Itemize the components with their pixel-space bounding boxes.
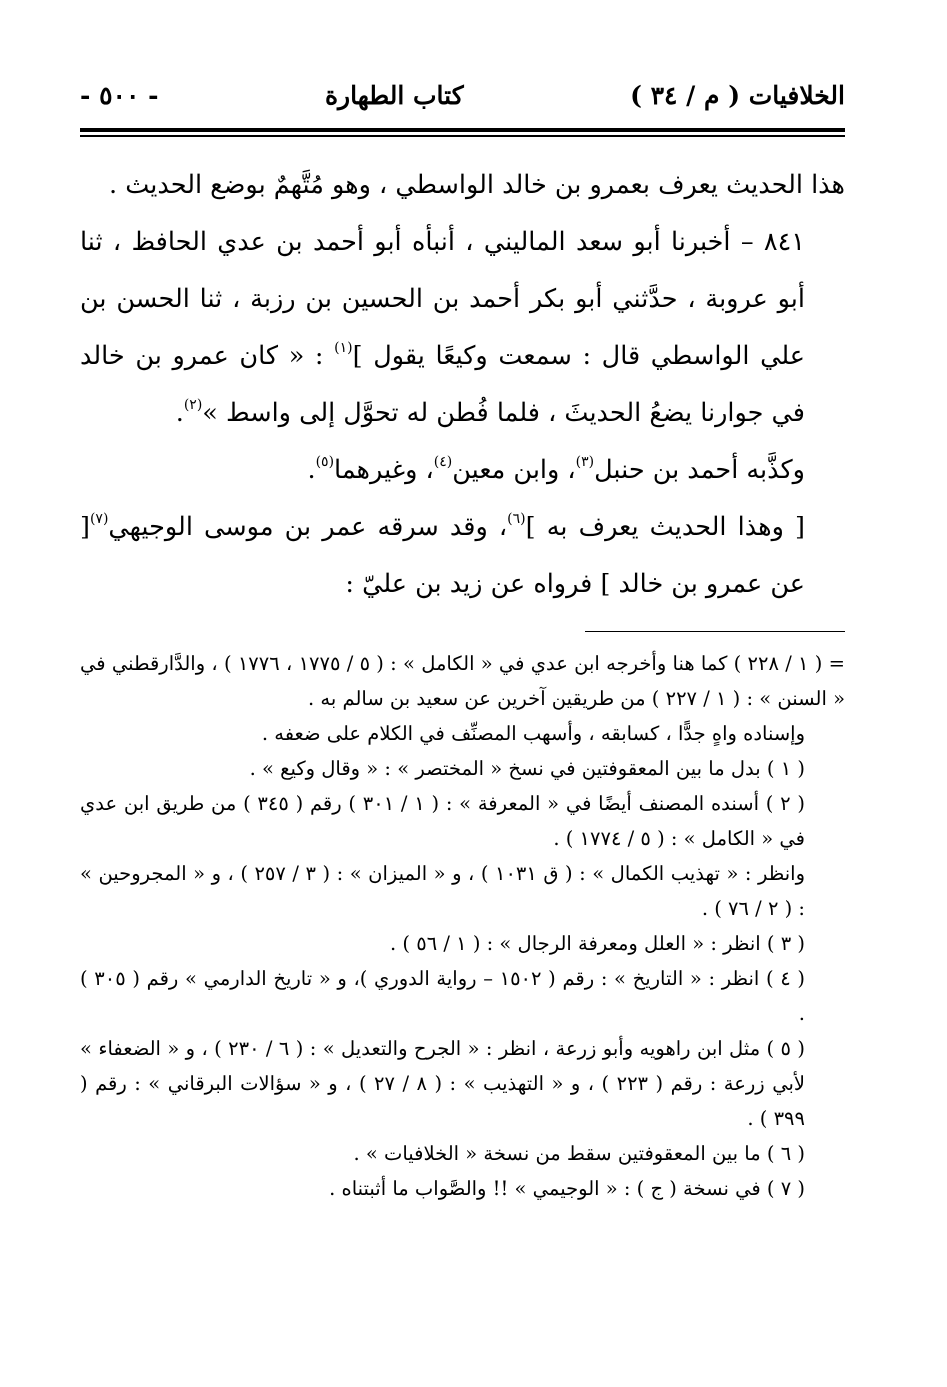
text-run: هذا الحديث يعرف بعمرو بن خالد الواسطي ، وهو مُتَّهمٌ بوضع الحديث . [109, 169, 845, 200]
footnotes [80, 646, 845, 1206]
footnote: ( ٢ ) أسنده المصنف أيضًا في « المعرفة » : ( ١ / ٣٠١ ) رقم ( ٣٤٥ ) من طريق ابن عدي في « الكامل » : ( ٥ / ١٧٧٤ ) . [80, 792, 805, 850]
footnote: ( ٣ ) انظر : « العلل ومعرفة الرجال » : ( ١ / ٥٦ ) . [390, 932, 805, 955]
paragraph [80, 442, 845, 499]
footnote: ( ٧ ) في نسخة ( ج ) : « الوجيمي » !! والصَّواب ما أثبتناه . [329, 1177, 805, 1200]
text-run: ، وغيرهما [334, 454, 434, 485]
main-text [80, 157, 845, 613]
paragraph [80, 157, 845, 214]
paragraph [80, 499, 845, 613]
footnote: وإسناده واهٍ جدًّا ، كسابقه ، وأسهب المصنِّف في الكلام على ضعفه . [261, 722, 805, 745]
footnote-marker: (٣) [575, 453, 595, 470]
footnote-marker: (٢) [183, 396, 203, 413]
text-run: ، وقد سرقه عمر بن موسى الوجيهي [108, 511, 508, 542]
header-book-title: الخلافيات ( م / ٣٤ ) [630, 81, 845, 110]
footnote: ( ٦ ) ما بين المعقوفتين سقط من نسخة « الخلافيات » . [353, 1142, 805, 1165]
text-run: . [307, 454, 316, 485]
footnote-separator [585, 631, 845, 633]
footnote-marker: (١) [334, 339, 353, 356]
text-run: وكذَّبه أحمد بن حنبل [594, 454, 805, 485]
text-run: ، وابن معين [452, 454, 576, 485]
text-run: [ وهذا الحديث يعرف به ] [525, 511, 805, 542]
header-rule-thin [80, 135, 845, 137]
book-page [80, 70, 845, 1206]
running-header [80, 70, 845, 122]
text-run: . [175, 397, 184, 428]
header-page-number: - ٥٠٠ - [80, 81, 159, 110]
text-run: : « كان عمرو بن خالد في جوارنا يضعُ الحديثَ ، فلما فُطن له تحوَّل إلى واسط » [80, 340, 805, 428]
header-rule-thick [80, 128, 845, 132]
footnote: ( ٥ ) مثل ابن راهويه وأبو زرعة ، انظر : « الجرح والتعديل » : ( ٦ / ٢٣٠ ) ، و « الضعفاء » لأبي زرعة : رقم ( ٢٢٣ ) ، و « التهذيب » : ( ٨ / ٢٧ ) ، و « سؤالات البرقاني » : رقم ( ٣٩٩ ) . [80, 1037, 805, 1130]
text-run: [ عن عمرو بن خالد ] فرواه عن زيد بن عليّ : [80, 511, 805, 599]
footnote-marker: (٥) [315, 453, 335, 470]
footnote: ( ١ ) بدل ما بين المعقوفتين في نسخ « المختصر » : « وقال وكيع » . [249, 757, 805, 780]
footnote: ( ٤ ) انظر : « التاريخ » : رقم ( ١٥٠٢ – رواية الدوري )، و « تاريخ الدارمي » رقم ( ٣٠٥ ) . [80, 967, 806, 1025]
footnote-marker: (٧) [89, 510, 109, 527]
footnote-marker: (٤) [433, 453, 453, 470]
header-chapter-title: كتاب الطهارة [324, 81, 464, 110]
paragraph [80, 214, 845, 442]
footnote: = ( ١ / ٢٢٨ ) كما هنا وأخرجه ابن عدي في « الكامل » : ( ٥ / ١٧٧٥ ، ١٧٧٦ ) ، والدَّارقطني في « السنن » : ( ١ / ٢٢٧ ) من طريقين آخرين عن سعيد بن سالم به . [80, 652, 845, 710]
text-run: ٨٤١ – أخبرنا أبو سعد الماليني ، أنبأه أبو أحمد بن عدي الحافظ ، ثنا أبو عروبة ، حدَّثني أبو بكر أحمد بن الحسين بن رزبة ، ثنا الحسن بن علي الواسطي قال : سمعت وكيعًا يقول ] [80, 226, 805, 371]
footnote-marker: (٦) [507, 510, 526, 527]
footnote: وانظر : « تهذيب الكمال » : ( ق ١٠٣١ ) ، و « الميزان » : ( ٣ / ٢٥٧ ) ، و « المجروحين » : ( ٢ / ٧٦ ) . [80, 862, 805, 920]
